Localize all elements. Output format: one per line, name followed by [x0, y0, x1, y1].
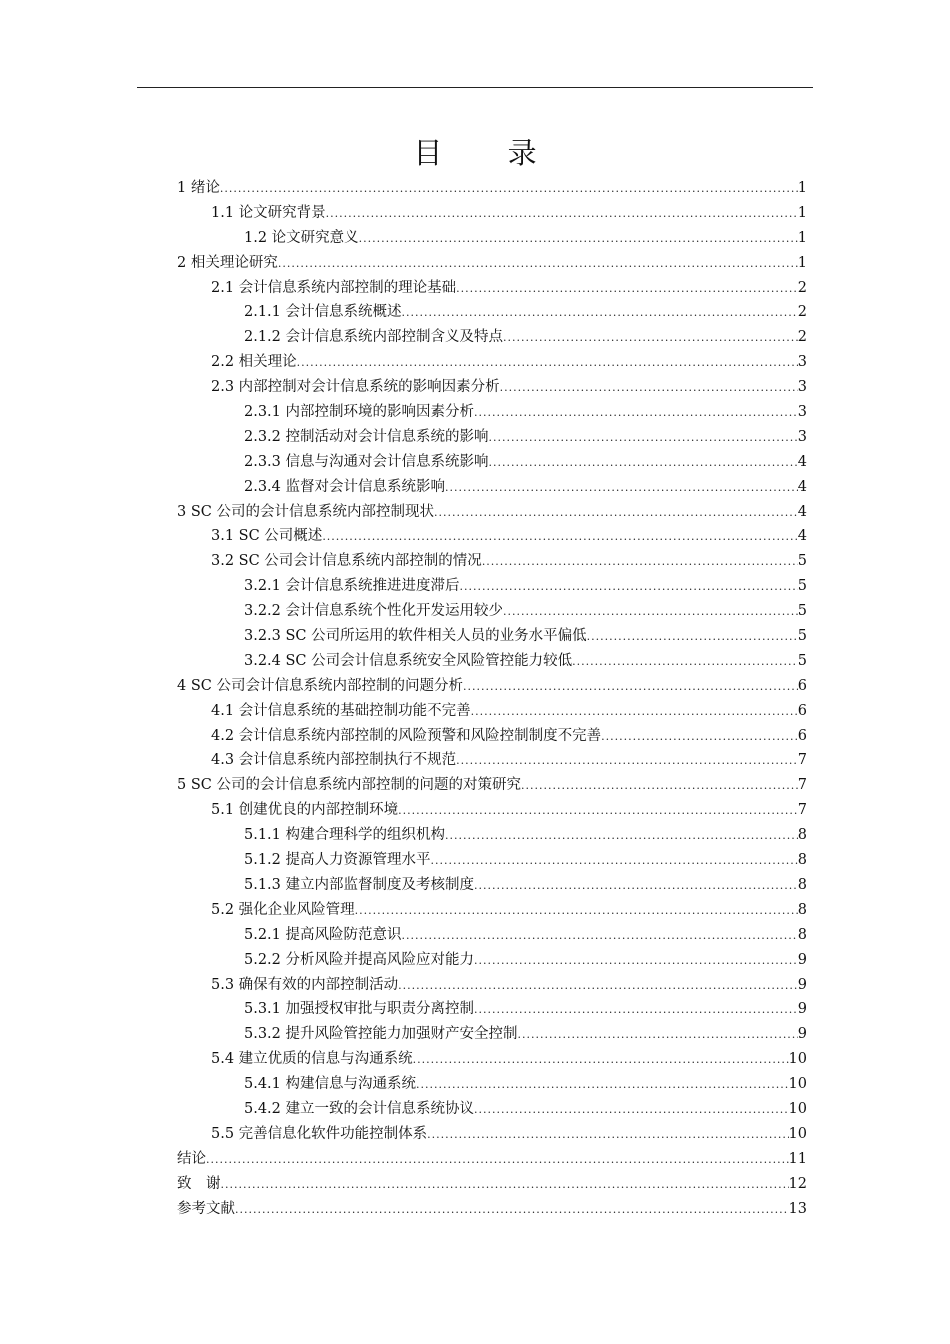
toc-entry[interactable]: [177, 773, 807, 798]
dot-leader: [489, 426, 798, 451]
toc-entry-page-number: 2: [797, 329, 807, 346]
toc-entry-page-number: 5: [797, 652, 807, 669]
toc-entry-label: 4 SC 公司会计信息系统内部控制的问题分析: [177, 677, 463, 694]
toc-entry-label: 3.2.3 SC 公司所运用的软件相关人员的业务水平偏低: [244, 628, 587, 645]
toc-entry-label: 2.2 相关理论: [211, 354, 297, 371]
toc-entry-label: 5.2.1 提高风险防范意识: [244, 926, 402, 943]
dot-leader: [355, 899, 798, 924]
toc-entry-page-number: 3: [797, 379, 807, 396]
toc-entry[interactable]: [177, 1022, 807, 1047]
dot-leader: [402, 301, 798, 326]
toc-entry-page-number: 5: [797, 578, 807, 595]
toc-entry[interactable]: [177, 624, 807, 649]
toc-entry[interactable]: [177, 500, 807, 525]
toc-entry-label: 5.3 确保有效的内部控制活动: [211, 976, 399, 993]
toc-entry[interactable]: [177, 1197, 807, 1222]
dot-leader: [572, 650, 798, 675]
toc-entry[interactable]: [177, 226, 807, 251]
dot-leader: [413, 1048, 789, 1073]
toc-entry-label: 致 谢: [177, 1175, 221, 1192]
toc-entry-label: 1.2 论文研究意义: [244, 229, 359, 246]
toc-entry-page-number: 8: [797, 926, 807, 943]
toc-entry-label: 5.2 强化企业风险管理: [211, 901, 355, 918]
toc-entry-page-number: 5: [797, 553, 807, 570]
dot-leader: [463, 675, 798, 700]
toc-entry[interactable]: [177, 201, 807, 226]
toc-entry[interactable]: [177, 997, 807, 1022]
toc-entry-label: 2.3.3 信息与沟通对会计信息系统影响: [244, 453, 489, 470]
toc-entry-page-number: 6: [797, 727, 807, 744]
toc-entry[interactable]: [177, 1097, 807, 1122]
toc-entry[interactable]: [177, 898, 807, 923]
dot-leader: [221, 1173, 789, 1198]
dot-leader: [398, 799, 798, 824]
toc-entry-label: 参考文献: [177, 1200, 235, 1217]
toc-entry-label: 4.3 会计信息系统内部控制执行不规范: [211, 752, 457, 769]
toc-entry-label: 结论: [177, 1150, 206, 1167]
dot-leader: [503, 600, 798, 625]
toc-entry-page-number: 9: [797, 951, 807, 968]
toc-entry[interactable]: [177, 549, 807, 574]
dot-leader: [474, 874, 798, 899]
toc-entry-page-number: 3: [797, 404, 807, 421]
toc-entry-label: 2.1.1 会计信息系统概述: [244, 304, 402, 321]
dot-leader: [278, 252, 798, 277]
toc-entry-label: 1 绪论: [177, 180, 220, 196]
toc-entry-page-number: 8: [797, 876, 807, 893]
toc-entry[interactable]: [177, 649, 807, 674]
toc-entry[interactable]: [177, 1072, 807, 1097]
dot-leader: [416, 1073, 789, 1098]
toc-entry-label: 5.1.2 提高人力资源管理水平: [244, 852, 431, 869]
toc-entry-label: 1.1 论文研究背景: [211, 204, 326, 221]
toc-entry-page-number: 10: [788, 1076, 807, 1093]
toc-entry[interactable]: [177, 425, 807, 450]
dot-leader: [431, 849, 798, 874]
dot-leader: [235, 1198, 789, 1223]
toc-entry-label: 3 SC 公司的会计信息系统内部控制现状: [177, 503, 434, 520]
toc-entry[interactable]: [177, 524, 807, 549]
toc-entry[interactable]: [177, 375, 807, 400]
dot-leader: [326, 202, 798, 227]
toc-entry[interactable]: [177, 450, 807, 475]
toc-entry[interactable]: [177, 724, 807, 749]
toc-entry-label: 3.2.1 会计信息系统推进进度滞后: [244, 578, 460, 595]
dot-leader: [500, 376, 798, 401]
dot-leader: [206, 1148, 789, 1173]
toc-entry[interactable]: [177, 300, 807, 325]
toc-entry[interactable]: [177, 798, 807, 823]
dot-leader: [297, 351, 798, 376]
dot-leader: [434, 501, 798, 526]
toc-entry-page-number: 3: [797, 428, 807, 445]
toc-entry-label: 3.2.2 会计信息系统个性化开发运用较少: [244, 603, 504, 620]
toc-entry[interactable]: [177, 823, 807, 848]
header-rule: [137, 87, 813, 88]
toc-entry-page-number: 4: [797, 528, 807, 545]
toc-entry-label: 4.1 会计信息系统的基础控制功能不完善: [211, 702, 471, 719]
toc-entry-page-number: 10: [788, 1051, 807, 1068]
dot-leader: [521, 774, 798, 799]
toc-entry-label: 5.4.1 构建信息与沟通系统: [244, 1076, 417, 1093]
toc-entry-label: 5.3.1 加强授权审批与职责分离控制: [244, 1001, 475, 1018]
toc-entry-label: 4.2 会计信息系统内部控制的风险预警和风险控制制度不完善: [211, 727, 602, 744]
toc-entry-page-number: 8: [797, 827, 807, 844]
dot-leader: [445, 824, 798, 849]
toc-entry-page-number: 7: [797, 777, 807, 794]
toc-entry-page-number: 9: [797, 1001, 807, 1018]
toc-entry-page-number: 4: [797, 478, 807, 495]
toc-entry-label: 3.2.4 SC 公司会计信息系统安全风险管控能力较低: [244, 652, 573, 669]
toc-entry-page-number: 1: [797, 229, 807, 246]
toc-entry-label: 2.1.2 会计信息系统内部控制含义及特点: [244, 329, 504, 346]
toc-entry[interactable]: [177, 1147, 807, 1172]
toc-entry[interactable]: [177, 574, 807, 599]
toc-entry-label: 2.3 内部控制对会计信息系统的影响因素分析: [211, 379, 500, 396]
toc-entry-page-number: 5: [797, 603, 807, 620]
toc-entry-page-number: 7: [797, 752, 807, 769]
toc-entry[interactable]: [177, 599, 807, 624]
toc-entry-page-number: 3: [797, 354, 807, 371]
toc-entry-label: 5.3.2 提升风险管控能力加强财产安全控制: [244, 1026, 518, 1043]
toc-entry-page-number: 11: [788, 1150, 807, 1167]
toc-entry-page-number: 1: [797, 204, 807, 221]
toc-entry-label: 5.5 完善信息化软件功能控制体系: [211, 1125, 428, 1142]
toc-entry-page-number: 9: [797, 1026, 807, 1043]
toc-entry-page-number: 5: [797, 628, 807, 645]
toc-entry-page-number: 10: [788, 1100, 807, 1117]
toc-entry-label: 5.4.2 建立一致的会计信息系统协议: [244, 1100, 475, 1117]
dot-leader: [322, 525, 797, 550]
dot-leader: [518, 1023, 798, 1048]
dot-leader: [445, 476, 798, 501]
toc-entry-label: 2.3.1 内部控制环境的影响因素分析: [244, 404, 475, 421]
dot-leader: [456, 277, 798, 302]
toc-entry-page-number: 4: [797, 453, 807, 470]
toc-entry-page-number: 10: [788, 1125, 807, 1142]
toc-entry-label: 5.1 创建优良的内部控制环境: [211, 802, 399, 819]
dot-leader: [220, 177, 798, 202]
dot-leader: [587, 625, 798, 650]
dot-leader: [482, 550, 798, 575]
toc-entry-label: 3.1 SC 公司概述: [211, 528, 323, 545]
toc-entry-label: 5.1.3 建立内部监督制度及考核制度: [244, 876, 475, 893]
toc-entry[interactable]: [177, 674, 807, 699]
toc-entry-label: 2.3.2 控制活动对会计信息系统的影响: [244, 428, 489, 445]
toc-entry[interactable]: [177, 748, 807, 773]
toc-entry-page-number: 1: [797, 254, 807, 271]
toc-entry-page-number: 2: [797, 304, 807, 321]
toc-entry-page-number: 12: [788, 1175, 807, 1192]
toc-entry-page-number: 8: [797, 852, 807, 869]
page-title: 目 录: [413, 136, 565, 170]
dot-leader: [398, 974, 798, 999]
toc-entry[interactable]: [177, 873, 807, 898]
toc-entry-page-number: 4: [797, 503, 807, 520]
toc-entry-page-number: 2: [797, 279, 807, 296]
toc-entry-label: 2.1 会计信息系统内部控制的理论基础: [211, 279, 457, 296]
toc-entry-label: 2 相关理论研究: [177, 254, 278, 271]
table-of-contents: [177, 176, 807, 1221]
toc-entry-label: 2.3.4 监督对会计信息系统影响: [244, 478, 446, 495]
dot-leader: [503, 326, 798, 351]
toc-entry[interactable]: [177, 400, 807, 425]
toc-entry[interactable]: [177, 176, 807, 201]
toc-entry[interactable]: [177, 1122, 807, 1147]
dot-leader: [474, 1098, 789, 1123]
toc-entry[interactable]: [177, 848, 807, 873]
toc-entry[interactable]: [177, 251, 807, 276]
toc-entry-page-number: 8: [797, 901, 807, 918]
toc-entry-page-number: 1: [797, 180, 807, 196]
toc-entry-label: 5.4 建立优质的信息与沟通系统: [211, 1051, 413, 1068]
toc-entry-label: 3.2 SC 公司会计信息系统内部控制的情况: [211, 553, 482, 570]
toc-entry-label: 5.1.1 构建合理科学的组织机构: [244, 827, 446, 844]
toc-entry-page-number: 13: [788, 1200, 807, 1217]
dot-leader: [456, 749, 798, 774]
toc-entry[interactable]: [177, 699, 807, 724]
dot-leader: [471, 700, 798, 725]
toc-entry[interactable]: [177, 325, 807, 350]
toc-entry[interactable]: [177, 1047, 807, 1072]
toc-entry-page-number: 9: [797, 976, 807, 993]
dot-leader: [601, 725, 798, 750]
toc-entry[interactable]: [177, 948, 807, 973]
toc-entry-label: 5 SC 公司的会计信息系统内部控制的问题的对策研究: [177, 777, 521, 794]
toc-entry[interactable]: [177, 973, 807, 998]
toc-entry[interactable]: [177, 350, 807, 375]
dot-leader: [359, 227, 798, 252]
toc-entry[interactable]: [177, 276, 807, 301]
dot-leader: [427, 1123, 788, 1148]
toc-entry-page-number: 7: [797, 802, 807, 819]
toc-entry-label: 5.2.2 分析风险并提高风险应对能力: [244, 951, 475, 968]
dot-leader: [402, 924, 798, 949]
dot-leader: [474, 401, 798, 426]
toc-entry-page-number: 6: [797, 702, 807, 719]
dot-leader: [489, 451, 798, 476]
dot-leader: [460, 575, 798, 600]
dot-leader: [474, 998, 798, 1023]
toc-entry[interactable]: [177, 1172, 807, 1197]
toc-entry-page-number: 6: [797, 677, 807, 694]
toc-entry[interactable]: [177, 923, 807, 948]
dot-leader: [474, 949, 798, 974]
toc-entry[interactable]: [177, 475, 807, 500]
